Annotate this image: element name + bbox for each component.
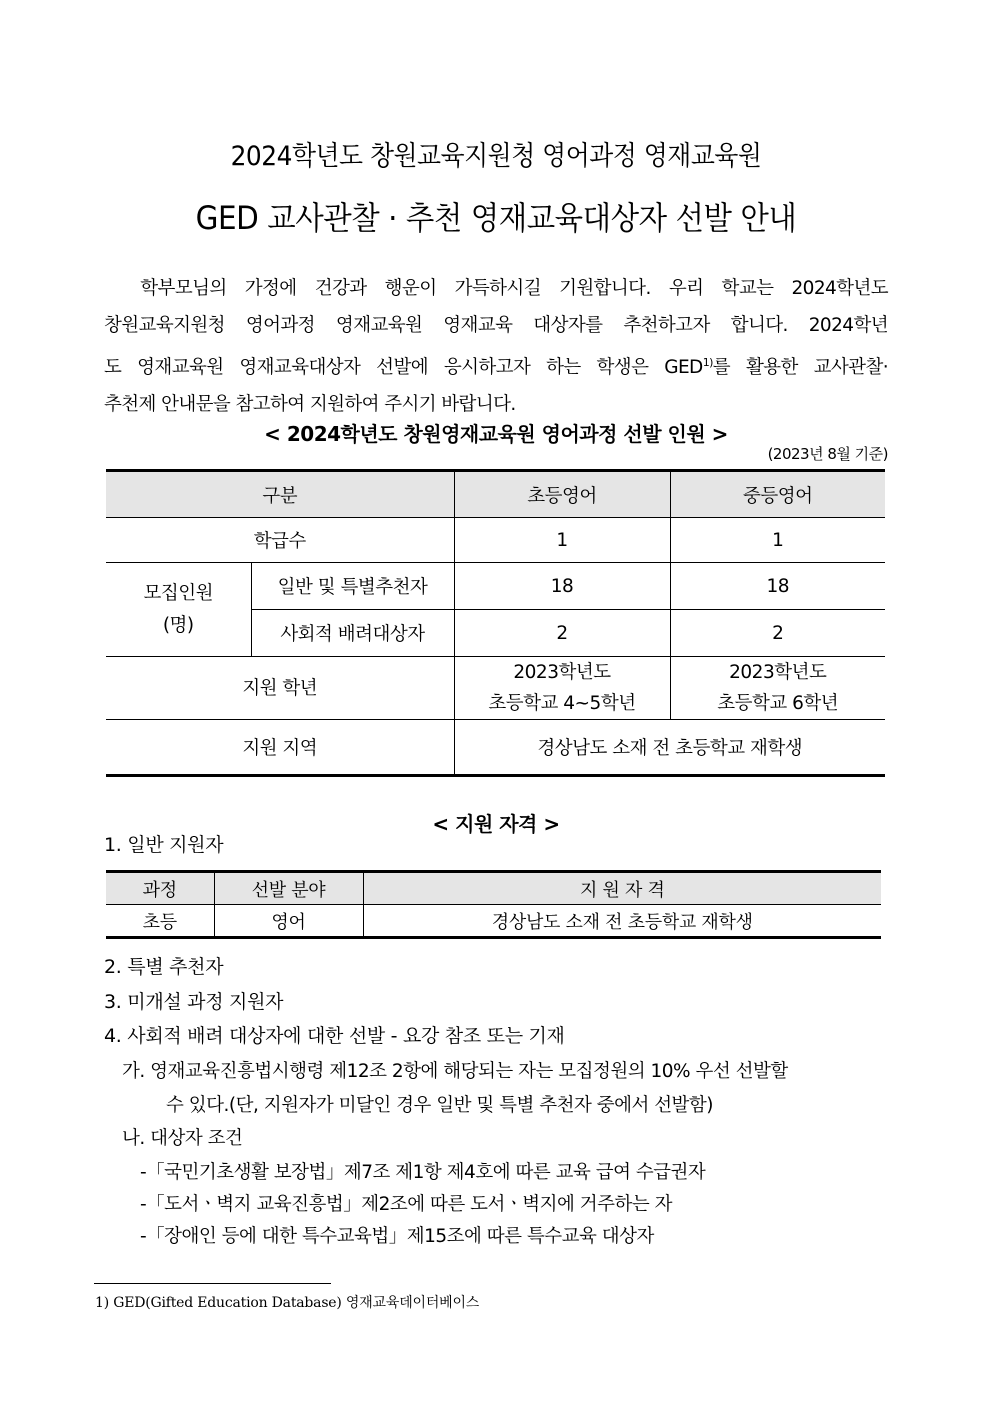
condition-item: -「장애인 등에 대한 특수교육법」제15조에 따른 특수교육 대상자 xyxy=(140,1226,654,1247)
table-row xyxy=(106,518,885,563)
sub-item-na: 나. 대상자 조건 xyxy=(122,1128,243,1149)
recruit-general-middle: 18 xyxy=(670,563,885,610)
document-subtitle: GED 교사관찰 · 추천 영재교육대상자 선발 안내 xyxy=(195,199,797,237)
sub-item-ga-line1: 가. 영재교육진흥법시행령 제12조 2항에 해당되는 자는 모집정원의 10% 우선 선발할 xyxy=(122,1061,788,1082)
table-row xyxy=(106,905,881,938)
class-count-label: 학급수 xyxy=(106,518,454,563)
header-category: 구분 xyxy=(106,471,454,518)
table-row xyxy=(106,657,885,720)
item-unopened-course: 3. 미개설 과정 지원자 xyxy=(104,991,284,1013)
intro-line-3: 도 영재교육원 영재교육대상자 선발에 응시하고자 하는 학생은 GED$^{1)}$를 활용한 교사관찰· xyxy=(104,356,889,378)
region-label: 지원 지역 xyxy=(106,720,454,776)
intro-line-4: 추천제 안내문을 참고하여 지원하여 주시기 바랍니다. xyxy=(104,394,516,415)
basis-date: (2023년 8월 기준) xyxy=(767,445,888,463)
header-course: 과정 xyxy=(106,872,214,905)
eligibility-table xyxy=(106,870,881,939)
footnote-divider xyxy=(94,1283,331,1284)
quota-section-title: < 2024학년도 창원영재교육원 영어과정 선발 인원 > xyxy=(264,422,728,446)
item-social-consideration: 4. 사회적 배려 대상자에 대한 선발 - 요강 참조 또는 기재 xyxy=(104,1025,565,1047)
class-count-elementary: 1 xyxy=(454,518,670,563)
grade-middle: 2023학년도 초등학교 6학년 xyxy=(670,657,885,720)
eligibility-table-header xyxy=(106,872,881,905)
grade-label: 지원 학년 xyxy=(106,657,454,720)
course-value: 초등 xyxy=(106,905,214,938)
header-middle: 중등영어 xyxy=(670,471,885,518)
quota-table-header xyxy=(106,471,885,518)
header-elementary: 초등영어 xyxy=(454,471,670,518)
header-qualification: 지 원 자 격 xyxy=(363,872,881,905)
grade-elementary: 2023학년도 초등학교 4~5학년 xyxy=(454,657,670,720)
intro-line-2: 창원교육지원청 영어과정 영재교육원 영재교육 대상자를 추천하고자 합니다. 2024학년 xyxy=(104,315,888,336)
recruit-social-middle: 2 xyxy=(670,610,885,657)
footnote: 1) GED(Gifted Education Database) 영재교육데이터베이스 xyxy=(95,1295,480,1311)
item-special-recommend: 2. 특별 추천자 xyxy=(104,956,224,978)
region-value: 경상남도 소재 전 초등학교 재학생 xyxy=(454,720,885,776)
field-value: 영어 xyxy=(214,905,363,938)
recruit-social-label: 사회적 배려대상자 xyxy=(251,610,454,657)
class-count-middle: 1 xyxy=(670,518,885,563)
condition-item: -「국민기초생활 보장법」제7조 제1항 제4호에 따른 교육 급여 수급권자 xyxy=(140,1162,706,1183)
table-row xyxy=(106,563,885,610)
recruit-general-label: 일반 및 특별추천자 xyxy=(251,563,454,610)
qualification-value: 경상남도 소재 전 초등학교 재학생 xyxy=(363,905,881,938)
condition-item: -「도서ㆍ벽지 교육진흥법」제2조에 따른 도서ㆍ벽지에 거주하는 자 xyxy=(140,1194,672,1215)
table-row xyxy=(106,720,885,776)
footnote-ref: 1) xyxy=(702,356,713,369)
recruit-label: 모집인원 (명) xyxy=(106,563,251,657)
header-field: 선발 분야 xyxy=(214,872,363,905)
item-general-applicant: 1. 일반 지원자 xyxy=(104,834,224,856)
recruit-general-elementary: 18 xyxy=(454,563,670,610)
sub-item-ga-line2: 수 있다.(단, 지원자가 미달인 경우 일반 및 특별 추천자 중에서 선발함) xyxy=(166,1095,714,1116)
document-title: 2024학년도 창원교육지원청 영어과정 영재교육원 xyxy=(230,141,762,172)
intro-line-1: 학부모님의 가정에 건강과 행운이 가득하시길 기원합니다. 우리 학교는 2024학년도 xyxy=(104,278,888,299)
recruit-social-elementary: 2 xyxy=(454,610,670,657)
quota-table xyxy=(106,469,885,777)
eligibility-section-title: < 지원 자격 > xyxy=(432,812,560,836)
intro-paragraph xyxy=(104,270,888,423)
